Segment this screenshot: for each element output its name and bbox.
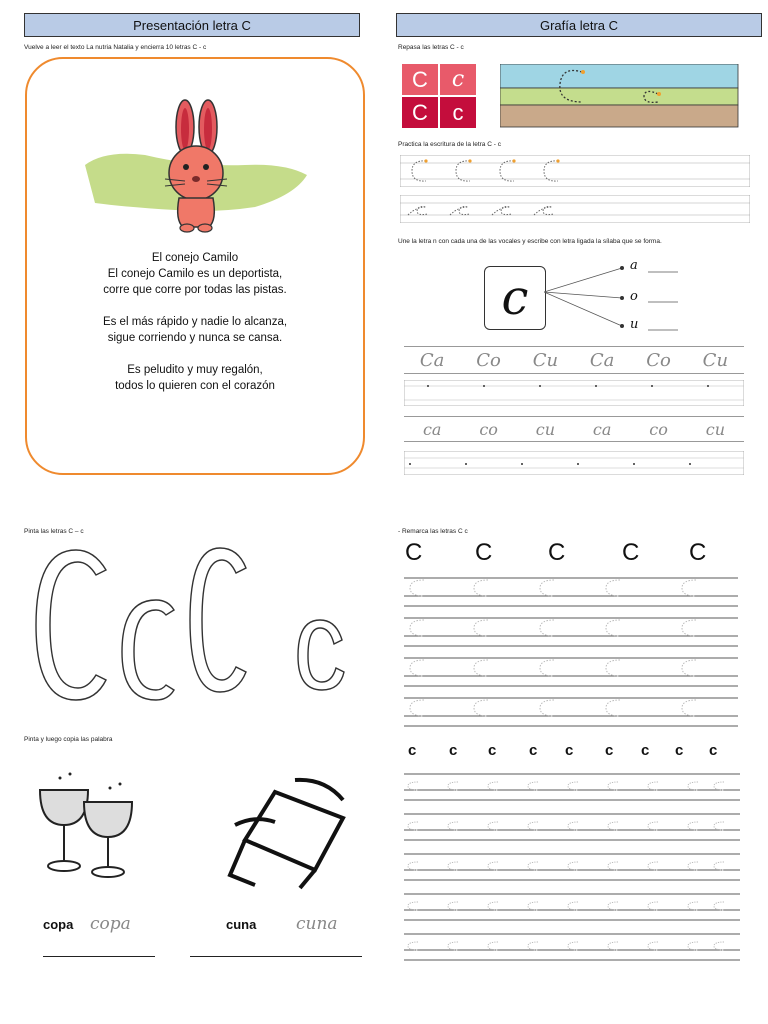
outline-tall-C (190, 548, 246, 692)
rabbit-illustration (85, 95, 315, 235)
paint-instruction: Pinta las letras C – c (24, 528, 84, 535)
syllable-lower: co (649, 419, 668, 439)
trace-lower-letter: c (709, 742, 718, 759)
letter-tile (440, 97, 476, 128)
syllable-upper: Ca (589, 349, 615, 371)
trace-lines-lower (404, 770, 742, 966)
syllable-upper: Co (646, 349, 671, 371)
poem-text (25, 250, 365, 410)
poem-line: corre que corre por todas las pistas. (103, 284, 287, 296)
right-header-title: Grafía letra C (539, 17, 619, 33)
letter-tile (440, 64, 476, 95)
rabbit-head (169, 146, 223, 200)
tile-letter: c (451, 67, 465, 92)
vowel: u (630, 317, 639, 332)
write-line (190, 956, 362, 957)
rabbit-body (178, 198, 215, 227)
outline-letters (24, 540, 364, 710)
trace-upper-letter: C (548, 539, 566, 566)
practice-instruction: Practica la escritura de la letra C - c (398, 141, 501, 148)
letter-tile (402, 97, 438, 128)
join-letter: c (501, 270, 529, 326)
vowel: o (630, 289, 638, 304)
poem-line: Es peludito y muy regalón, (127, 364, 263, 376)
outline-small-c (298, 620, 344, 690)
syllable-lower: ca (592, 419, 612, 439)
poem-line: todos lo quieren con el corazón (115, 380, 275, 392)
poem-line: El conejo Camilo (151, 252, 239, 264)
cradle-illustration (215, 770, 355, 895)
syllable-lower: co (479, 419, 498, 439)
write-line (43, 956, 155, 957)
join-letter-card (484, 266, 546, 330)
word-print: copa (43, 917, 74, 932)
syllable-upper: Cu (702, 349, 729, 371)
word-print: cuna (226, 917, 257, 932)
trace-lines-upper (404, 574, 740, 734)
left-header (24, 13, 360, 37)
poem-line: El conejo Camilo es un deportista, (107, 268, 283, 280)
outline-big-C (36, 550, 106, 700)
syllable-row-upper (404, 346, 744, 374)
trace-lower-letter: c (565, 742, 574, 759)
word-cursive: copa (90, 914, 131, 934)
reading-instruction: Vuelve a leer el texto La nutria Natalia y encierra 10 letras C - c (24, 44, 207, 51)
trace-upper-letter: C (689, 539, 707, 566)
syllable-practice-row-2 (404, 451, 744, 475)
poem-line: Es el más rápido y nadie lo alcanza, (102, 316, 288, 328)
word-cursive: cuna (296, 914, 338, 934)
right-header (396, 13, 762, 37)
syllable-upper: Ca (419, 349, 445, 371)
practice-lines-upper (400, 155, 750, 187)
tile-letter: c (452, 99, 464, 125)
syllable-practice-row (404, 380, 744, 406)
tile-letter: C (412, 99, 428, 125)
poem-stanza-2 (25, 314, 365, 346)
trace-upper-letter: C (622, 539, 640, 566)
review-instruction: Repasa las letras C - c (398, 44, 464, 51)
letter-tile (402, 64, 438, 95)
trace-lower-letter: c (605, 742, 614, 759)
trace-instruction: - Remarca las letras C c (398, 528, 468, 535)
syllable-upper: Cu (532, 349, 559, 371)
trace-lower-letter: c (529, 742, 538, 759)
copy-instruction: Pinta y luego copia las palabra (24, 736, 113, 743)
syllable-lower: cu (535, 419, 556, 439)
trace-upper-letter: C (475, 539, 493, 566)
join-instruction: Une la letra n con cada una de las vocales y escribe con letra ligada la sílaba que se forma. (398, 238, 662, 245)
syllable-row-lower (404, 416, 744, 442)
trace-lower-letter: c (488, 742, 497, 759)
left-header-title: Presentación letra C (133, 17, 251, 33)
vowel: a (630, 258, 638, 273)
poem-line: sigue corriendo y nunca se cansa. (107, 332, 283, 344)
poem-stanza-1 (25, 250, 365, 298)
trace-lower-letter: c (408, 742, 417, 759)
syllable-upper: Co (476, 349, 501, 371)
outline-medium-C (122, 600, 174, 700)
join-lines (544, 262, 684, 332)
syllable-lower: cu (705, 419, 726, 439)
glasses-illustration (30, 770, 160, 880)
trace-lower-letter: c (449, 742, 458, 759)
trace-lower-letter: c (675, 742, 684, 759)
trace-upper-letter: C (405, 539, 423, 566)
trace-lower-letter: c (641, 742, 650, 759)
syllable-lower: ca (422, 419, 442, 439)
poem-stanza-3 (25, 362, 365, 394)
letter-stripe-guide (500, 64, 740, 129)
practice-lines-lower (400, 195, 750, 223)
tile-letter: C (412, 66, 428, 92)
